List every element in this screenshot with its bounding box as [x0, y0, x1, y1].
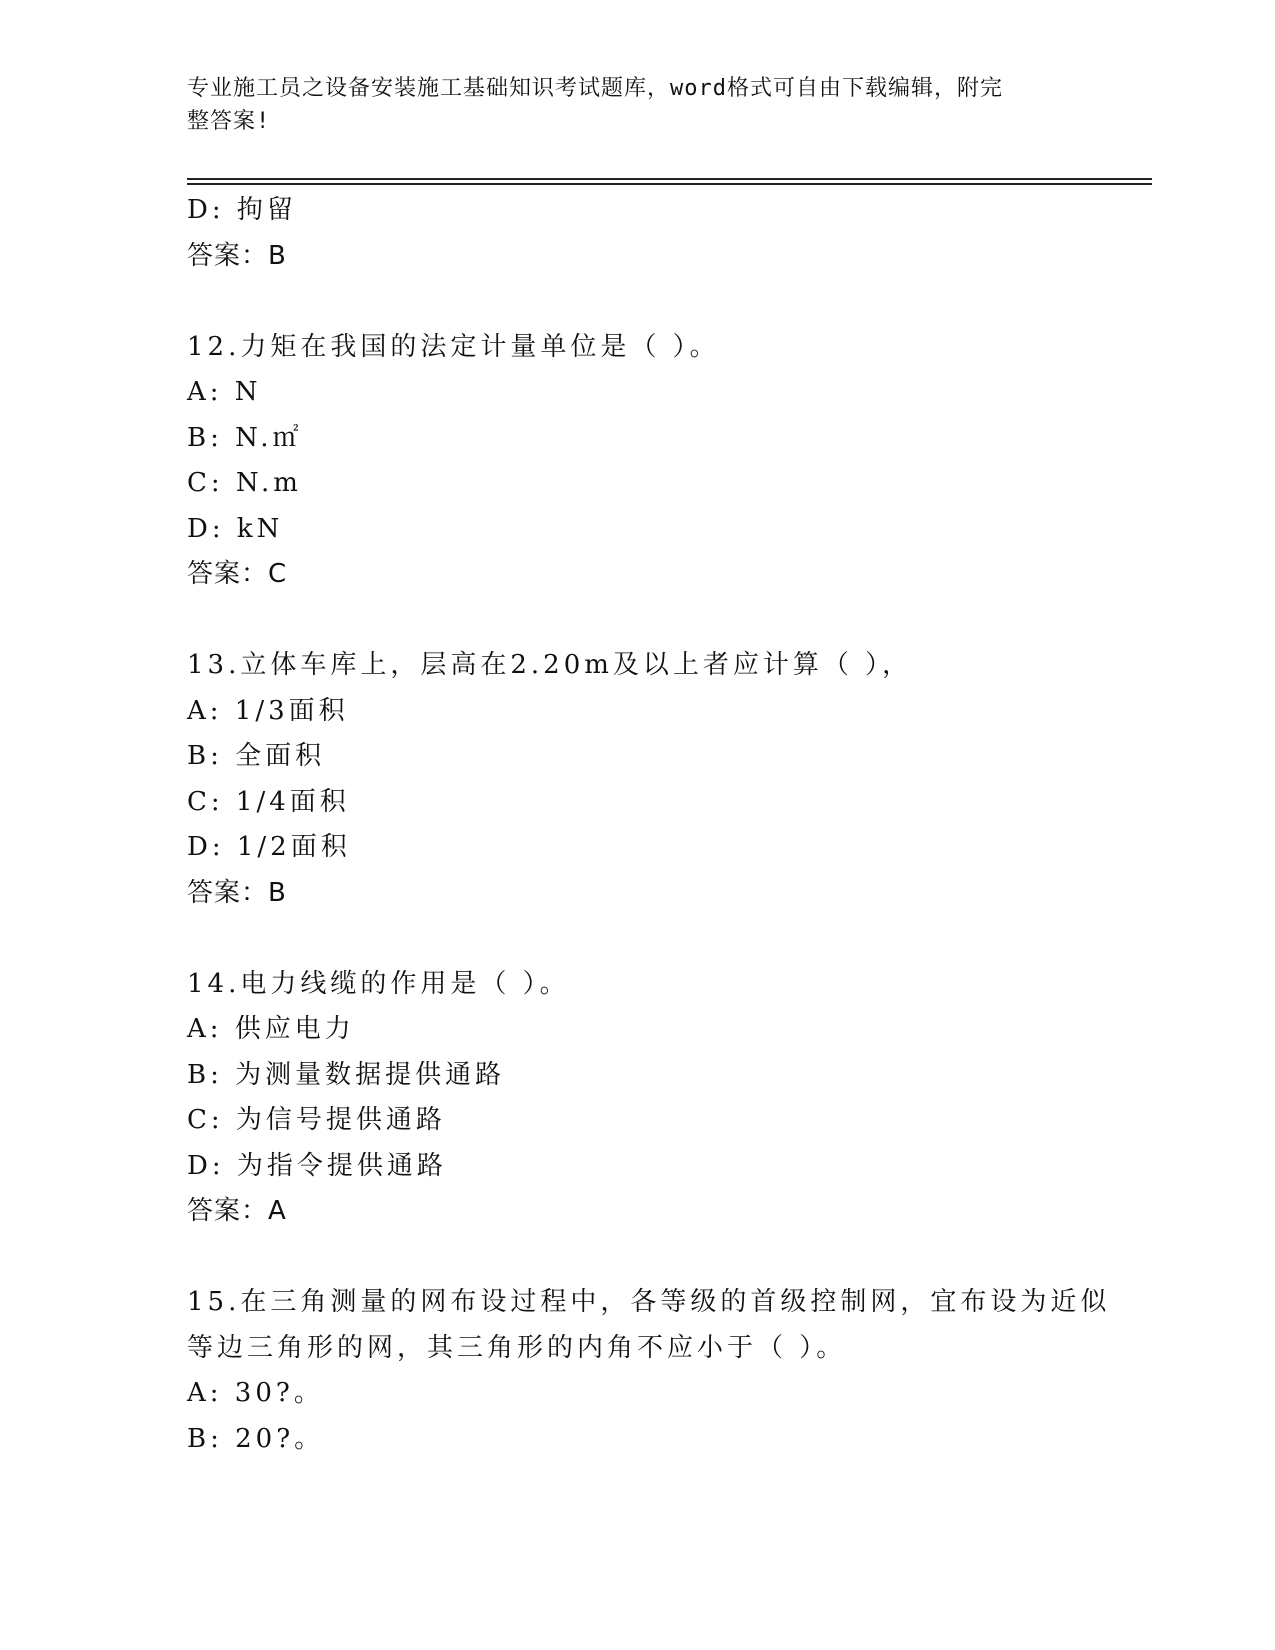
question-content [187, 188, 1152, 1462]
question-14-option-c: C: 为信号提供通路 [187, 1105, 446, 1135]
question-13-option-c: C: 1/4面积 [187, 786, 350, 817]
spacer [187, 1235, 1152, 1281]
spacer [187, 279, 1152, 325]
question-12-option-a: A: N [187, 377, 262, 407]
option-d: D: 拘留 [187, 195, 297, 225]
question-13-option-d: D: 1/2面积 [187, 832, 351, 862]
question-15-stem-line-2: 等边三角形的网，其三角形的内角不应小于（ ）。 [187, 1332, 847, 1363]
question-12-option-c: C: N.m [187, 468, 302, 498]
question-13-stem: 13.立体车库上，层高在2.20m及以上者应计算（ ）， [187, 650, 913, 680]
question-13-option-a: A: 1/3面积 [187, 695, 349, 726]
question-13-answer: 答案：B [187, 877, 287, 908]
question-14-option-b: B: 为测量数据提供通路 [187, 1059, 506, 1090]
question-12-stem: 12.力矩在我国的法定计量单位是（ ）。 [187, 331, 720, 362]
question-14-option-a: A: 供应电力 [187, 1014, 355, 1044]
question-14-answer: 答案：A [187, 1196, 287, 1226]
question-12-option-b: B: N.㎡ [187, 422, 303, 453]
question-14-option-d: D: 为指令提供通路 [187, 1150, 447, 1181]
spacer [187, 916, 1152, 962]
header-divider-bottom [187, 183, 1152, 185]
question-13-option-b: B: 全面积 [187, 741, 326, 771]
header-line-1: 专业施工员之设备安装施工基础知识考试题库，word格式可自由下载编辑，附完 [187, 76, 1003, 101]
question-15-option-b: B: 20?。 [187, 1423, 325, 1454]
question-12-answer: 答案：C [187, 559, 288, 589]
question-14-stem: 14.电力线缆的作用是（ ）。 [187, 968, 570, 999]
header-line-2: 整答案! [187, 109, 271, 134]
spacer [187, 598, 1152, 644]
question-12-option-d: D: kN [187, 513, 284, 544]
answer: 答案：B [187, 240, 287, 271]
question-15-option-a: A: 30?。 [187, 1378, 324, 1408]
question-15-stem-line-1: 15.在三角测量的网布设过程中，各等级的首级控制网，宜布设为近似 [187, 1287, 1111, 1317]
document-header [187, 72, 1067, 138]
header-divider-top [187, 178, 1152, 180]
